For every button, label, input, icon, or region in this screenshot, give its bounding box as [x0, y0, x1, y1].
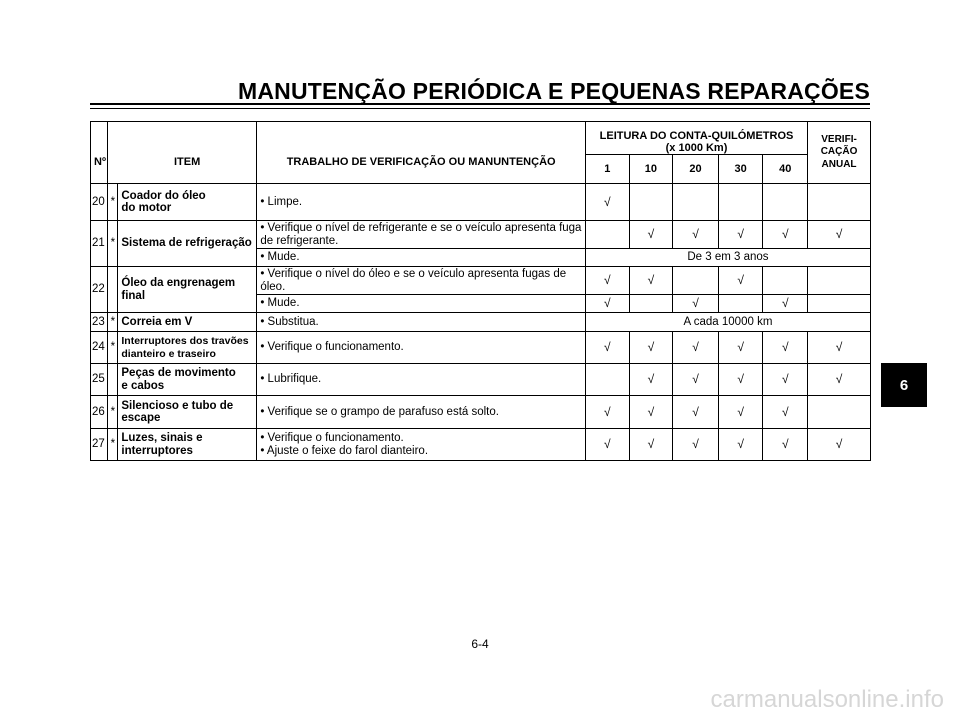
row-asterisk: *: [108, 221, 118, 267]
header-item: ITEM: [118, 122, 257, 184]
check-mark: √: [808, 364, 871, 396]
watermark: carmanualsonline.info: [710, 686, 944, 713]
check-mark: √: [808, 332, 871, 364]
empty-cell: [629, 184, 673, 221]
check-mark: √: [718, 364, 763, 396]
row-work: • Substitua.: [257, 313, 586, 332]
maintenance-table: [90, 121, 871, 461]
row-work: • Lubrifique.: [257, 364, 586, 396]
empty-cell: [585, 221, 629, 249]
check-mark: √: [718, 332, 763, 364]
row-item-line1: Coador do óleo: [121, 189, 206, 202]
row-item-line1: Silencioso e tubo de: [121, 399, 234, 412]
row-item: [118, 184, 257, 221]
header-spacer: [108, 122, 118, 184]
check-mark: √: [763, 332, 808, 364]
header-reading-line1: LEITURA DO CONTA-QUILÓMETROS: [599, 130, 794, 142]
row-item-line1: Peças de movimento: [121, 367, 236, 379]
empty-cell: [808, 267, 871, 295]
row-item: [118, 396, 257, 429]
empty-cell: [763, 184, 808, 221]
row-number: 27: [91, 429, 108, 461]
row-item-line1: Interruptores dos travões: [121, 335, 249, 347]
row-work: • Verifique o funcionamento.: [257, 332, 586, 364]
row-work: • Mude.: [257, 249, 586, 267]
row-item-line2: do motor: [121, 202, 172, 214]
row-item-line2: escape: [121, 412, 161, 424]
header-annual-line1: VERIFI-: [821, 133, 857, 145]
row-asterisk: *: [108, 396, 118, 429]
table-row: [91, 267, 871, 295]
row-item: [118, 332, 257, 364]
row-work: • Verifique o nível de refrigerante e se o veículo apresenta fuga de refrigerante.: [257, 221, 586, 249]
check-mark: √: [763, 221, 808, 249]
row-work: • Verifique se o grampo de parafuso está solto.: [257, 396, 586, 429]
table-row: [91, 429, 871, 461]
row-item-line1: Óleo da engrenagem: [121, 277, 236, 289]
empty-cell: [763, 267, 808, 295]
row-number: 24: [91, 332, 108, 364]
row-number: 20: [91, 184, 108, 221]
row-work-line2: • Ajuste o feixe do farol dianteiro.: [260, 444, 429, 457]
check-mark: √: [629, 332, 673, 364]
row-asterisk: *: [108, 184, 118, 221]
check-mark: √: [629, 267, 673, 295]
row-item-line2: interruptores: [121, 444, 193, 457]
row-number: 22: [91, 267, 108, 313]
interval-text: De 3 em 3 anos: [585, 249, 870, 267]
header-km-1: 1: [585, 155, 629, 184]
row-number: 21: [91, 221, 108, 267]
page-number: 6-4: [471, 637, 489, 651]
row-item-line2: final: [121, 289, 146, 302]
check-mark: √: [718, 267, 763, 295]
header-km-30: 30: [718, 155, 763, 184]
table-row: [91, 221, 871, 249]
empty-cell: [629, 295, 673, 313]
empty-cell: [808, 184, 871, 221]
table-row: [91, 364, 871, 396]
row-item-line1: Luzes, sinais e: [121, 432, 203, 444]
row-item: Correia em V: [118, 313, 257, 332]
empty-cell: [718, 184, 763, 221]
header-reading: [585, 122, 807, 155]
empty-cell: [585, 364, 629, 396]
check-mark: √: [673, 429, 719, 461]
header-km-10: 10: [629, 155, 673, 184]
check-mark: √: [763, 396, 808, 429]
row-item: [118, 267, 257, 313]
check-mark: √: [763, 429, 808, 461]
row-work-line1: • Verifique o funcionamento.: [260, 432, 404, 444]
row-item-line2: dianteiro e traseiro: [121, 347, 216, 360]
row-asterisk: [108, 267, 118, 313]
check-mark: √: [585, 332, 629, 364]
check-mark: √: [629, 429, 673, 461]
title-rule-thin: [90, 108, 870, 109]
row-asterisk: *: [108, 429, 118, 461]
check-mark: √: [673, 332, 719, 364]
check-mark: √: [629, 364, 673, 396]
header-reading-line2: (x 1000 Km): [665, 142, 728, 154]
check-mark: √: [673, 295, 719, 313]
row-asterisk: [108, 364, 118, 396]
empty-cell: [718, 295, 763, 313]
chapter-tab: 6: [881, 363, 927, 407]
row-asterisk: *: [108, 313, 118, 332]
empty-cell: [808, 295, 871, 313]
check-mark: √: [585, 295, 629, 313]
check-mark: √: [585, 396, 629, 429]
header-row: [91, 122, 871, 155]
row-item: [118, 429, 257, 461]
header-annual: [808, 122, 871, 184]
row-work: • Verifique o nível do óleo e se o veículo apresenta fugas de óleo.: [257, 267, 586, 295]
row-item-line2: e cabos: [121, 379, 165, 392]
row-asterisk: *: [108, 332, 118, 364]
header-km-20: 20: [673, 155, 719, 184]
table-row: [91, 313, 871, 332]
row-work: [257, 429, 586, 461]
check-mark: √: [808, 221, 871, 249]
empty-cell: [808, 396, 871, 429]
check-mark: √: [673, 364, 719, 396]
page-title: MANUTENÇÃO PERIÓDICA E PEQUENAS REPARAÇÕES: [237, 78, 870, 104]
table-row: [91, 332, 871, 364]
check-mark: √: [629, 221, 673, 249]
row-work: • Limpe.: [257, 184, 586, 221]
interval-text: A cada 10000 km: [585, 313, 870, 332]
header-annual-line2: CAÇÃO: [820, 146, 858, 158]
header-no: Nº: [91, 122, 108, 184]
header-annual-line3: ANUAL: [821, 158, 857, 170]
check-mark: √: [763, 364, 808, 396]
empty-cell: [673, 184, 719, 221]
check-mark: √: [673, 396, 719, 429]
row-number: 23: [91, 313, 108, 332]
empty-cell: [673, 267, 719, 295]
check-mark: √: [718, 396, 763, 429]
row-number: 26: [91, 396, 108, 429]
check-mark: √: [718, 429, 763, 461]
title-rule: [90, 103, 870, 105]
check-mark: √: [585, 267, 629, 295]
row-number: 25: [91, 364, 108, 396]
check-mark: √: [629, 396, 673, 429]
header-km-40: 40: [763, 155, 808, 184]
check-mark: √: [718, 221, 763, 249]
table-row: [91, 396, 871, 429]
table-row: [91, 184, 871, 221]
check-mark: √: [763, 295, 808, 313]
check-mark: √: [585, 429, 629, 461]
check-mark: √: [673, 221, 719, 249]
header-work: TRABALHO DE VERIFICAÇÃO OU MANUNTENÇÃO: [257, 122, 586, 184]
row-item: [118, 364, 257, 396]
check-mark: √: [585, 184, 629, 221]
check-mark: √: [808, 429, 871, 461]
row-item: Sistema de refrigeração: [118, 221, 257, 267]
row-work: • Mude.: [257, 295, 586, 313]
